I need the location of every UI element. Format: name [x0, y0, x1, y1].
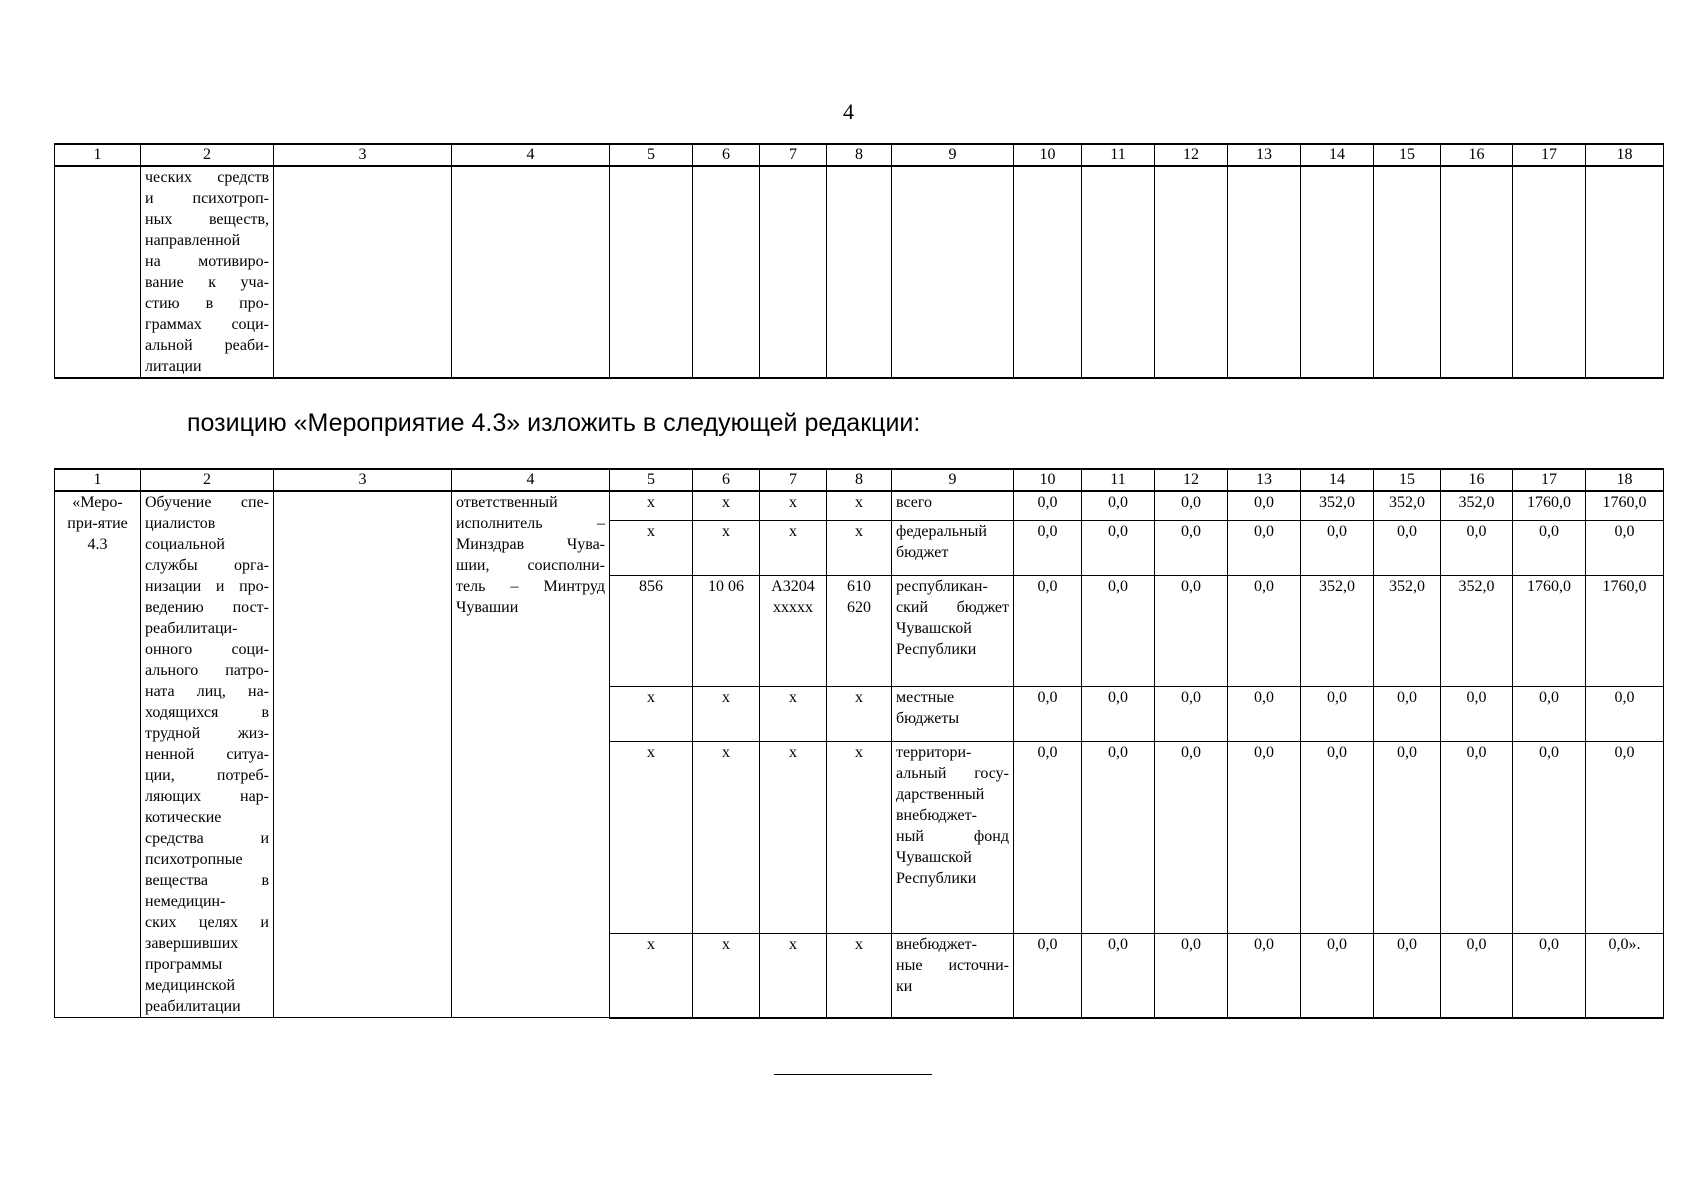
- amount-col13: 0,0: [1228, 491, 1301, 520]
- amount-col12: 0,0: [1155, 576, 1228, 686]
- text-line: А3204: [771, 578, 815, 596]
- budget-code-c6: x: [693, 686, 760, 742]
- amendment-instruction: позицию «Мероприятие 4.3» изложить в следующей редакции:: [187, 409, 921, 437]
- amount-col18: 0,0: [1586, 742, 1664, 934]
- amount-col11: 0,0: [1082, 934, 1155, 1018]
- text-line: онного соци-: [145, 641, 269, 658]
- table-row: [55, 491, 1664, 520]
- text-line: вещества в: [145, 872, 269, 889]
- amount-col17: 0,0: [1513, 742, 1586, 934]
- text-line: ального патро-: [145, 662, 269, 679]
- measure-name-continuation: [141, 166, 274, 378]
- text-line: ный фонд: [896, 828, 1009, 846]
- budget-code-c6: x: [693, 491, 760, 520]
- text-line: реабилитации: [145, 998, 241, 1015]
- column-number-17: 17: [1513, 469, 1586, 491]
- column-number-16: 16: [1441, 144, 1513, 166]
- budget-code-c5: x: [610, 686, 693, 742]
- column-number-2: 2: [141, 469, 274, 491]
- budget-code-c8: [827, 576, 892, 686]
- funding-source: [892, 934, 1014, 1018]
- text-line: службы орга-: [145, 557, 269, 574]
- amount-col12: 0,0: [1155, 491, 1228, 520]
- text-line: циалистов: [145, 515, 216, 532]
- text-line: альной реаби-: [145, 337, 269, 354]
- text-line: при-: [67, 515, 98, 532]
- page-number: 4: [843, 99, 854, 124]
- funding-source: [892, 742, 1014, 934]
- column-number-3: 3: [274, 469, 452, 491]
- budget-code-c8: x: [827, 520, 892, 576]
- amount-col16: 352,0: [1441, 491, 1513, 520]
- budget-code-c6: x: [693, 742, 760, 934]
- column-number-7: 7: [760, 469, 827, 491]
- column-number-6: 6: [693, 469, 760, 491]
- amount-col15: 352,0: [1374, 491, 1441, 520]
- amount-col13: 0,0: [1228, 934, 1301, 1018]
- text-line: Чувашии: [456, 599, 519, 616]
- text-line: альный госу-: [896, 765, 1009, 783]
- text-line: ческих средств: [145, 169, 269, 186]
- responsible-executor: [452, 491, 610, 1018]
- column-number-8: 8: [827, 469, 892, 491]
- amount-col13: 0,0: [1228, 686, 1301, 742]
- text-line: ных веществ,: [145, 211, 269, 228]
- amount-col13: 0,0: [1228, 520, 1301, 576]
- text-line: бюджет: [896, 543, 949, 561]
- column-number-17: 17: [1513, 144, 1586, 166]
- cell-col3: [274, 166, 452, 378]
- cell-col4: [452, 166, 610, 378]
- column-number-3: 3: [274, 144, 452, 166]
- column-number-18: 18: [1586, 144, 1664, 166]
- budget-code-c7: x: [760, 520, 827, 576]
- budget-code-c5: x: [610, 520, 693, 576]
- amount-col16: 0,0: [1441, 520, 1513, 576]
- text-line: средства и: [145, 830, 269, 847]
- continuation-table: [54, 143, 1664, 379]
- budget-code-c5: x: [610, 934, 693, 1018]
- column-number-7: 7: [760, 144, 827, 166]
- column-number-14: 14: [1301, 469, 1374, 491]
- text-line: всего: [896, 494, 933, 511]
- amount-col16: 0,0: [1441, 934, 1513, 1018]
- amount-col10: 0,0: [1014, 491, 1082, 520]
- column-number-1: 1: [55, 144, 141, 166]
- text-line: Минздрав Чува-: [456, 536, 605, 553]
- text-line: низации и про-: [145, 578, 269, 595]
- text-line: социальной: [145, 536, 225, 553]
- text-line: ненной ситуа-: [145, 746, 269, 763]
- amount-col11: 0,0: [1082, 520, 1155, 576]
- budget-code-c8: x: [827, 491, 892, 520]
- text-line: 620: [847, 599, 871, 617]
- amount-col10: 0,0: [1014, 686, 1082, 742]
- funding-source: [892, 686, 1014, 742]
- amount-col17: 1760,0: [1513, 491, 1586, 520]
- amount-col14: 0,0: [1301, 934, 1374, 1018]
- column-number-10: 10: [1014, 469, 1082, 491]
- amount-col10: 0,0: [1014, 576, 1082, 686]
- budget-code-c7: [760, 576, 827, 686]
- amount-col17: 0,0: [1513, 686, 1586, 742]
- text-line: дарственный: [896, 786, 985, 804]
- column-number-5: 5: [610, 144, 693, 166]
- budget-code-c8: x: [827, 934, 892, 1018]
- amount-col14: 0,0: [1301, 742, 1374, 934]
- amount-col10: 0,0: [1014, 934, 1082, 1018]
- amount-col15: 0,0: [1374, 520, 1441, 576]
- amount-col16: 0,0: [1441, 742, 1513, 934]
- text-line: Обучение спе-: [145, 494, 269, 511]
- text-line: граммах соци-: [145, 316, 269, 333]
- amount-col14: 352,0: [1301, 491, 1374, 520]
- text-line: территори-: [896, 744, 972, 762]
- funding-source: [892, 576, 1014, 686]
- amount-col15: 0,0: [1374, 686, 1441, 742]
- text-line: ната лиц, на-: [145, 683, 269, 700]
- column-number-row: [55, 469, 1664, 491]
- text-line: на мотивиро-: [145, 253, 269, 270]
- text-line: бюджеты: [896, 709, 960, 727]
- budget-code-c7: x: [760, 686, 827, 742]
- amount-col15: 0,0: [1374, 934, 1441, 1018]
- amount-col18: 0,0».: [1586, 934, 1664, 1018]
- budget-code-c6: 10 06: [693, 576, 760, 686]
- column-number-2: 2: [141, 144, 274, 166]
- measure-name: [141, 491, 274, 1018]
- text-line: трудной жиз-: [145, 725, 269, 742]
- text-line: немедицин-: [145, 893, 226, 910]
- text-line: Республики: [896, 870, 977, 888]
- column-number-13: 13: [1228, 144, 1301, 166]
- amount-col12: 0,0: [1155, 686, 1228, 742]
- text-line: Чувашской: [896, 620, 972, 638]
- funding-source: [892, 520, 1014, 576]
- text-line: внебюджет-: [896, 936, 977, 954]
- footer-rule: [774, 1074, 932, 1075]
- column-number-4: 4: [452, 144, 610, 166]
- amount-col16: 0,0: [1441, 686, 1513, 742]
- budget-code-c8: x: [827, 742, 892, 934]
- amount-col11: 0,0: [1082, 742, 1155, 934]
- budget-code-c6: x: [693, 520, 760, 576]
- amount-col10: 0,0: [1014, 520, 1082, 576]
- text-line: ходящихся в: [145, 704, 269, 721]
- amount-col11: 0,0: [1082, 491, 1155, 520]
- amount-col18: 1760,0: [1586, 491, 1664, 520]
- column-number-5: 5: [610, 469, 693, 491]
- amount-col15: 352,0: [1374, 576, 1441, 686]
- amount-col17: 0,0: [1513, 934, 1586, 1018]
- text-line: «Меро-: [72, 494, 123, 511]
- column-number-11: 11: [1082, 144, 1155, 166]
- text-line: исполнитель –: [456, 515, 605, 532]
- budget-code-c7: x: [760, 491, 827, 520]
- text-line: тель – Минтруд: [456, 578, 605, 595]
- text-line: Чувашской: [896, 849, 972, 867]
- column-number-18: 18: [1586, 469, 1664, 491]
- amount-col12: 0,0: [1155, 520, 1228, 576]
- text-line: ки: [896, 978, 913, 996]
- text-line: программы: [145, 956, 223, 973]
- text-line: ятие 4.3: [87, 515, 128, 553]
- column-number-12: 12: [1155, 144, 1228, 166]
- budget-code-c5: 856: [610, 576, 693, 686]
- text-line: ских целях и: [145, 914, 269, 931]
- amount-col14: 0,0: [1301, 520, 1374, 576]
- cell-col1: [55, 166, 141, 378]
- text-line: Республики: [896, 641, 977, 659]
- text-line: ции, потреб-: [145, 767, 269, 784]
- budget-code-c8: x: [827, 686, 892, 742]
- text-line: республикан-: [896, 578, 988, 596]
- text-line: реабилитаци-: [145, 620, 238, 637]
- column-number-10: 10: [1014, 144, 1082, 166]
- amount-col15: 0,0: [1374, 742, 1441, 934]
- text-line: котические: [145, 809, 222, 826]
- column-number-16: 16: [1441, 469, 1513, 491]
- amount-col11: 0,0: [1082, 686, 1155, 742]
- column-number-1: 1: [55, 469, 141, 491]
- amount-col18: 1760,0: [1586, 576, 1664, 686]
- column-number-9: 9: [892, 469, 1014, 491]
- measure-table: [54, 468, 1664, 1019]
- text-line: ответственный: [456, 494, 558, 511]
- text-line: стию в про-: [145, 295, 269, 312]
- text-line: местные: [896, 688, 955, 706]
- text-line: вание к уча-: [145, 274, 269, 291]
- text-line: медицинской: [145, 977, 236, 994]
- column-number-11: 11: [1082, 469, 1155, 491]
- text-line: психотропные: [145, 851, 243, 868]
- column-number-8: 8: [827, 144, 892, 166]
- text-line: ные источни-: [896, 957, 1009, 975]
- amount-col18: 0,0: [1586, 686, 1664, 742]
- text-line: ведению пост-: [145, 599, 269, 616]
- column-number-15: 15: [1374, 144, 1441, 166]
- amount-col12: 0,0: [1155, 934, 1228, 1018]
- text-line: направленной: [145, 232, 241, 249]
- budget-code-c7: x: [760, 742, 827, 934]
- amount-col16: 352,0: [1441, 576, 1513, 686]
- text-line: федеральный: [896, 522, 987, 540]
- amount-col11: 0,0: [1082, 576, 1155, 686]
- column-number-12: 12: [1155, 469, 1228, 491]
- amount-col13: 0,0: [1228, 742, 1301, 934]
- cell-col3: [274, 491, 452, 1018]
- column-number-14: 14: [1301, 144, 1374, 166]
- budget-code-c5: x: [610, 491, 693, 520]
- table-row: [55, 166, 1664, 378]
- amount-col17: 0,0: [1513, 520, 1586, 576]
- text-line: литации: [145, 358, 202, 375]
- text-line: ххххх: [773, 599, 813, 617]
- budget-code-c5: x: [610, 742, 693, 934]
- amount-col12: 0,0: [1155, 742, 1228, 934]
- amount-col14: 0,0: [1301, 686, 1374, 742]
- budget-code-c6: x: [693, 934, 760, 1018]
- column-number-13: 13: [1228, 469, 1301, 491]
- amount-col13: 0,0: [1228, 576, 1301, 686]
- amount-col14: 352,0: [1301, 576, 1374, 686]
- text-line: внебюджет-: [896, 807, 977, 825]
- text-line: ский бюджет: [896, 599, 1009, 617]
- column-number-4: 4: [452, 469, 610, 491]
- funding-source: [892, 491, 1014, 520]
- text-line: завершивших: [145, 935, 239, 952]
- measure-number: [55, 491, 141, 1018]
- amount-col18: 0,0: [1586, 520, 1664, 576]
- column-number-6: 6: [693, 144, 760, 166]
- amount-col10: 0,0: [1014, 742, 1082, 934]
- column-number-15: 15: [1374, 469, 1441, 491]
- text-line: и психотроп-: [145, 190, 269, 207]
- text-line: ляющих нар-: [145, 788, 269, 805]
- column-number-9: 9: [892, 144, 1014, 166]
- column-number-row: [55, 144, 1664, 166]
- budget-code-c7: x: [760, 934, 827, 1018]
- text-line: 610: [847, 578, 871, 596]
- text-line: шии, соисполни-: [456, 557, 605, 574]
- amount-col17: 1760,0: [1513, 576, 1586, 686]
